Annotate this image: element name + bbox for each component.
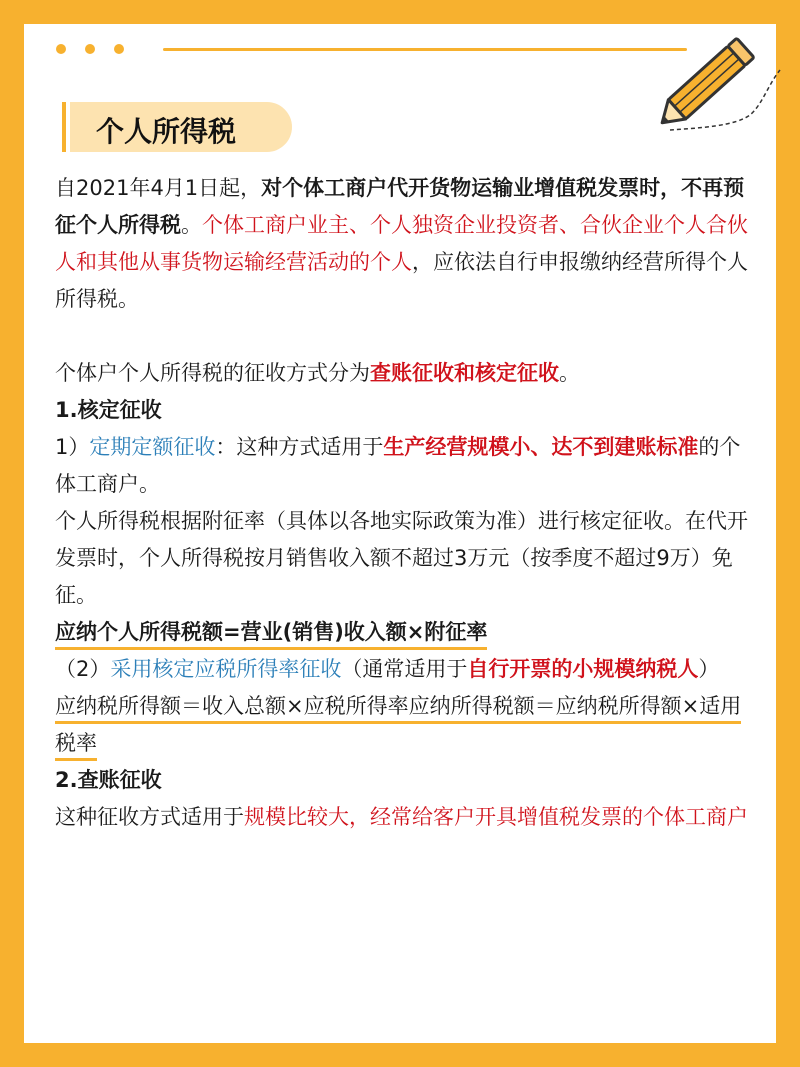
title-accent-bar — [62, 102, 66, 152]
text: 。 — [181, 213, 202, 237]
page-title: 个人所得税 — [96, 115, 237, 148]
decor-dot — [85, 44, 95, 54]
formula-1 — [55, 614, 760, 651]
formula-text: 应纳个人所得税额=营业(销售)收入额×附征率 — [55, 620, 487, 650]
decor-line — [163, 48, 687, 51]
paragraph-intro — [55, 170, 760, 318]
paragraph-methods — [55, 355, 760, 392]
paragraph-rate: 个人所得税根据附征率（具体以各地实际政策为准）进行核定征收。在代开发票时，个人所得税按月销售收入额不超过3万元（按季度不超过9万）免征。 — [55, 509, 748, 607]
text-red: 规模比较大，经常给客户开具增值税发票的个体工商户 — [244, 805, 748, 829]
decor-dot — [114, 44, 124, 54]
formula-2 — [55, 688, 760, 762]
article-body — [55, 170, 760, 836]
heading-audit: 2.查账征收 — [55, 768, 162, 792]
text-blue: 定期定额征收 — [89, 435, 216, 459]
text-red-bold: 生产经营规模小、达不到建账标准 — [383, 435, 699, 459]
text: 。 — [559, 361, 580, 385]
text: 自2021年4月1日起， — [55, 176, 262, 200]
text-red: 个体工商户业主、个人独资企业投资者、合伙企业个人合伙人和其他从事货物运输经营活动的个人 — [55, 213, 748, 274]
paragraph-taxable-rate — [55, 651, 760, 688]
text-bold: 对个体工商户代开货物运输业增值税发票时，不再预征个人所得税 — [55, 176, 745, 237]
pencil-icon — [640, 30, 790, 140]
text-blue: 采用核定应税所得率征收 — [110, 657, 342, 681]
text: （通常适用于 — [341, 657, 468, 681]
text: ：这种方式适用于 — [215, 435, 384, 459]
text: 的个体工商户。 — [55, 435, 741, 496]
text-red-bold: 查账征收和核定征收 — [370, 361, 559, 385]
text: 这种征收方式适用于 — [55, 805, 244, 829]
text: 1） — [55, 435, 90, 459]
text: （2） — [55, 657, 111, 681]
decor-dot — [56, 44, 66, 54]
formula-text: 应纳税所得额＝收入总额×应税所得率应纳所得税额＝应纳税所得额×适用税率 — [55, 694, 741, 761]
text-red-bold: 自行开票的小规模纳税人 — [467, 657, 699, 681]
text: 个体户个人所得税的征收方式分为 — [55, 361, 370, 385]
heading-assessed: 1.核定征收 — [55, 398, 162, 422]
text: ） — [698, 657, 720, 681]
text: ，应依法自行申报缴纳经营所得个人所得税。 — [55, 250, 748, 311]
paragraph-fixed-quota — [55, 429, 760, 503]
paragraph-audit — [55, 799, 760, 836]
